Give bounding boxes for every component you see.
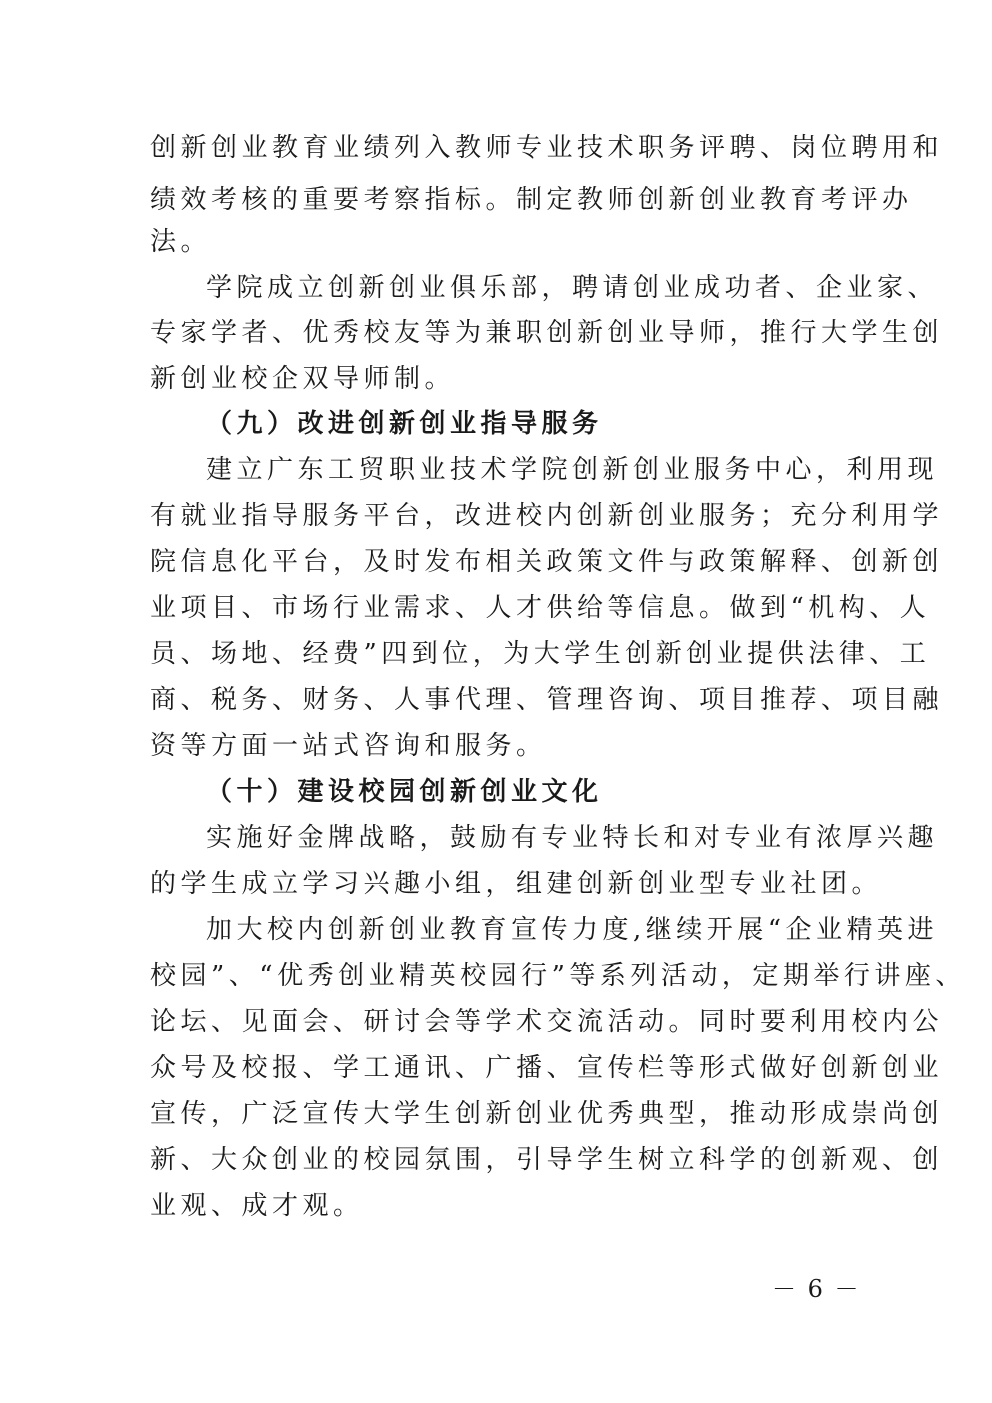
page-number: － 6 － xyxy=(772,1275,861,1303)
paragraph-line: 法。 xyxy=(150,227,212,257)
paragraph-line: 业观、成才观。 xyxy=(150,1191,364,1221)
paragraph-line: 有就业指导服务平台，改进校内创新创业服务；充分利用学 xyxy=(150,501,944,531)
paragraph-line: 校园”、“优秀创业精英校园行”等系列活动，定期举行讲座、 xyxy=(150,961,966,991)
paragraph-line: 员、场地、经费”四到位，为大学生创新创业提供法律、工 xyxy=(150,639,931,669)
paragraph-line: 众号及校报、学工通讯、广播、宣传栏等形式做好创新创业 xyxy=(150,1053,944,1083)
paragraph-line: 学院成立创新创业俱乐部，聘请创业成功者、企业家、 xyxy=(206,273,939,303)
paragraph-line: 建立广东工贸职业技术学院创新创业服务中心，利用现 xyxy=(206,455,939,485)
paragraph-line: 实施好金牌战略，鼓励有专业特长和对专业有浓厚兴趣 xyxy=(206,823,939,853)
paragraph-line: 论坛、见面会、研讨会等学术交流活动。同时要利用校内公 xyxy=(150,1007,944,1037)
section-heading: （九）改进创新创业指导服务 xyxy=(206,409,603,439)
paragraph-line: 加大校内创新创业教育宣传力度,继续开展“企业精英进 xyxy=(206,915,939,945)
section-heading: （十）建设校园创新创业文化 xyxy=(206,777,603,807)
paragraph-line: 创新创业教育业绩列入教师专业技术职务评聘、岗位聘用和 xyxy=(150,133,944,163)
paragraph-line: 院信息化平台，及时发布相关政策文件与政策解释、创新创 xyxy=(150,547,944,577)
paragraph-line: 宣传，广泛宣传大学生创新创业优秀典型，推动形成崇尚创 xyxy=(150,1099,944,1129)
paragraph-line: 的学生成立学习兴趣小组，组建创新创业型专业社团。 xyxy=(150,869,883,899)
paragraph-line: 业项目、市场行业需求、人才供给等信息。做到“机构、人 xyxy=(150,593,931,623)
paragraph-line: 商、税务、财务、人事代理、管理咨询、项目推荐、项目融 xyxy=(150,685,944,715)
paragraph-line: 专家学者、优秀校友等为兼职创新创业导师，推行大学生创 xyxy=(150,318,944,348)
paragraph-line: 新创业校企双导师制。 xyxy=(150,364,456,394)
paragraph-line: 新、大众创业的校园氛围，引导学生树立科学的创新观、创 xyxy=(150,1145,944,1175)
paragraph-line: 资等方面一站式咨询和服务。 xyxy=(150,731,547,761)
paragraph-line: 绩效考核的重要考察指标。制定教师创新创业教育考评办 xyxy=(150,185,913,215)
